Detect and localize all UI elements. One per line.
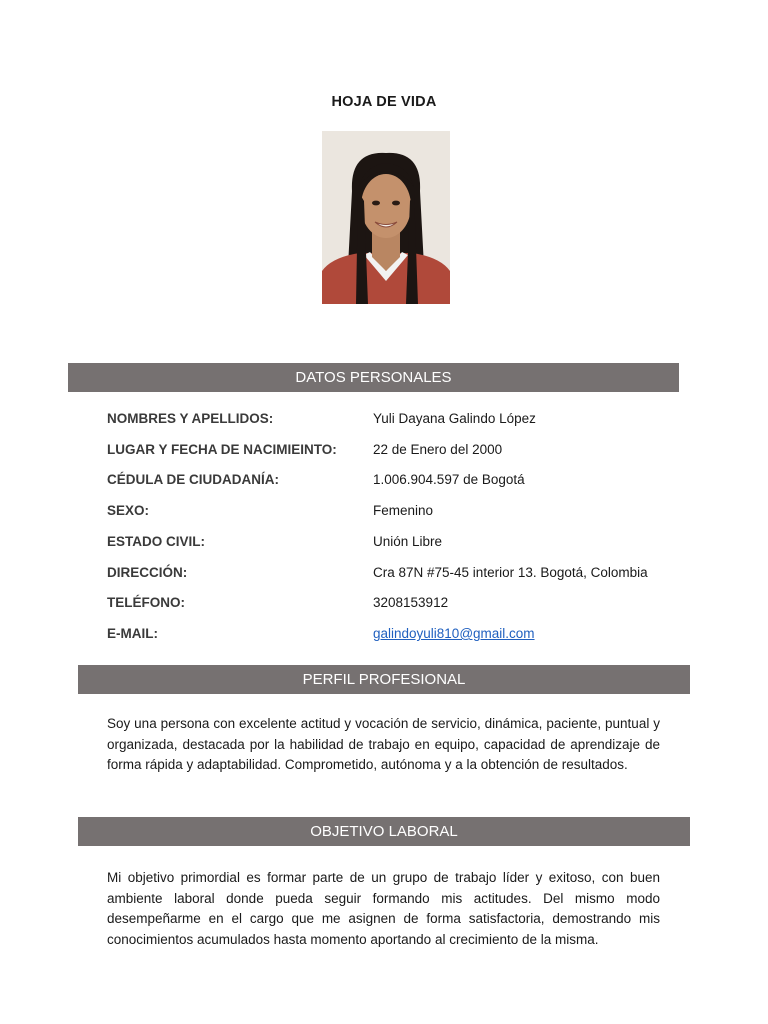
- field-label: TELÉFONO:: [107, 595, 185, 610]
- personal-row-civil-status: [0, 534, 768, 554]
- field-value: Cra 87N #75-45 interior 13. Bogotá, Colombia: [373, 565, 648, 580]
- field-label: DIRECCIÓN:: [107, 565, 188, 580]
- section-header-work-objective: OBJETIVO LABORAL: [78, 817, 690, 846]
- field-label: E-MAIL:: [107, 626, 158, 641]
- document-title: HOJA DE VIDA: [331, 94, 437, 110]
- objective-paragraph: Mi objetivo primordial es formar parte de un grupo de trabajo líder y exitoso, con buen ambiente laboral donde pueda seguir formando mis actitudes. Del mismo modo desempeñarme en el cargo que me asignen de forma satisfactoria, demostrando mis conocimientos acumulados hasta momento aportando al crecimiento de la misma.: [107, 870, 660, 947]
- field-label: ESTADO CIVIL:: [107, 534, 206, 549]
- profile-photo: [322, 131, 450, 304]
- field-value: Femenino: [373, 503, 434, 518]
- personal-row-email: [0, 626, 768, 646]
- section-header-personal-data: DATOS PERSONALES: [68, 363, 679, 392]
- personal-row-sex: [0, 503, 768, 523]
- field-value: 1.006.904.597 de Bogotá: [373, 472, 525, 487]
- personal-row-name: [0, 411, 768, 431]
- personal-row-address: [0, 565, 768, 585]
- field-label: NOMBRES Y APELLIDOS:: [107, 411, 274, 426]
- personal-row-id: [0, 472, 768, 492]
- personal-row-phone: [0, 595, 768, 615]
- profile-paragraph: Soy una persona con excelente actitud y vocación de servicio, dinámica, paciente, puntual y organizada, destacada por la habilidad de trabajo en equipo, capacidad de aprendizaje de forma rápida y adaptabilidad. Comprometido, autónoma y a la obtención de resultados.: [107, 716, 660, 772]
- field-value: Yuli Dayana Galindo López: [373, 411, 536, 426]
- section-header-professional-profile: PERFIL PROFESIONAL: [78, 665, 690, 694]
- field-label: LUGAR Y FECHA DE NACIMIEINTO:: [107, 442, 337, 457]
- field-label: SEXO:: [107, 503, 150, 518]
- field-label: CÉDULA DE CIUDADANÍA:: [107, 472, 279, 487]
- field-value: 22 de Enero del 2000: [373, 442, 503, 457]
- field-value: 3208153912: [373, 595, 449, 610]
- personal-row-birth: [0, 442, 768, 462]
- email-link[interactable]: galindoyuli810@gmail.com: [373, 626, 535, 641]
- field-value: Unión Libre: [373, 534, 443, 549]
